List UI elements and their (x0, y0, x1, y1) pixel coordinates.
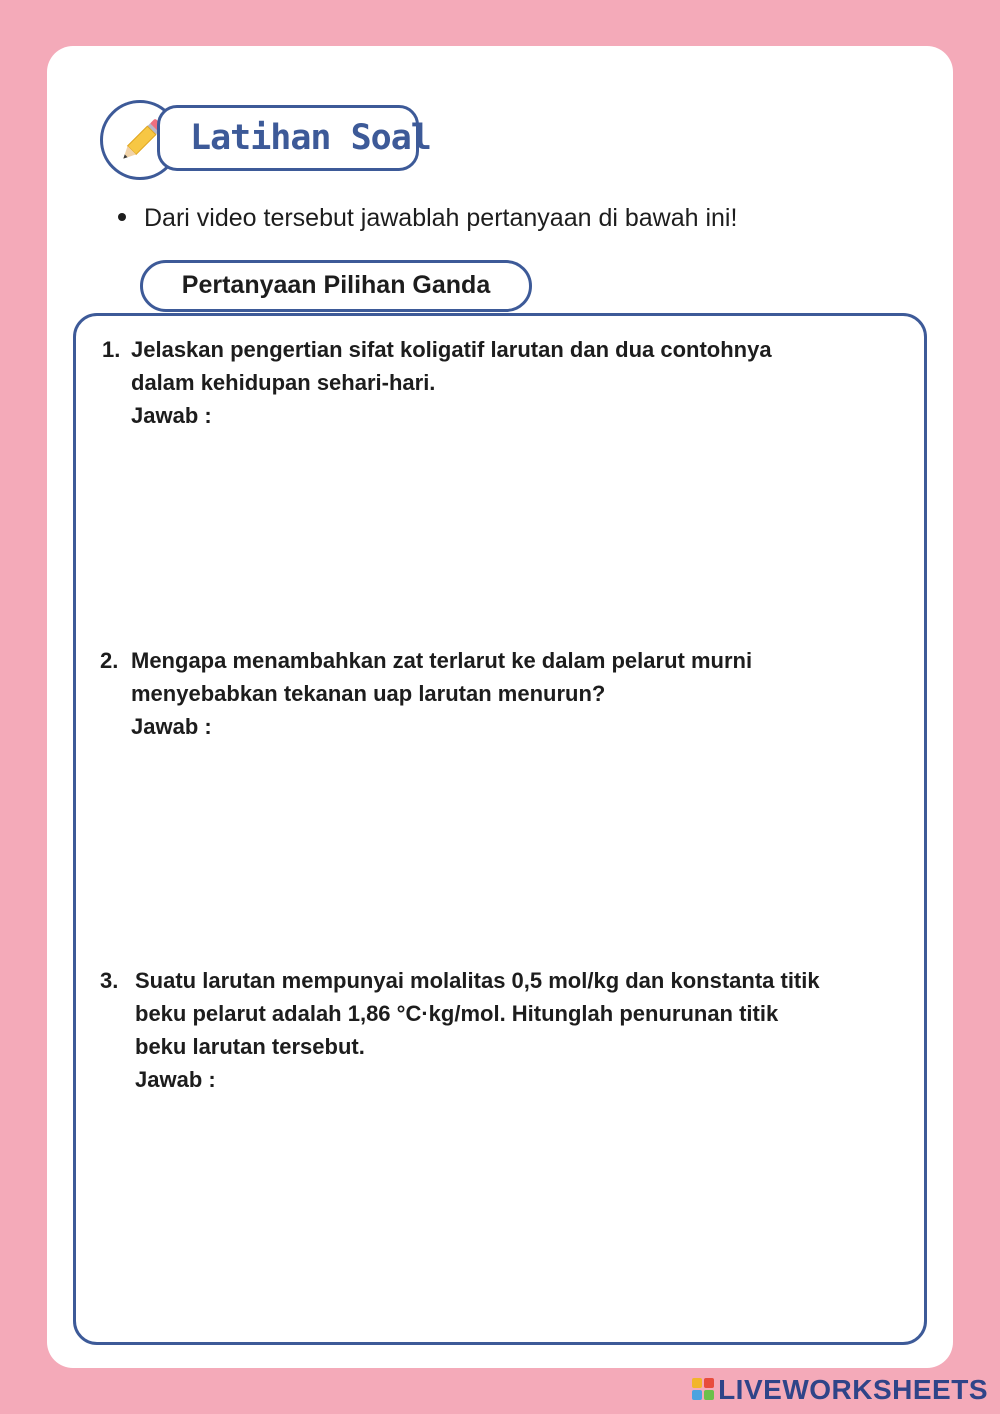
liveworksheets-logo[interactable] (692, 1374, 988, 1406)
question-text-line: Jelaskan pengertian sifat koligatif larutan dan dua contohnya (131, 337, 772, 362)
answer-label: Jawab : (131, 403, 212, 428)
page-title: Latihan Soal (190, 118, 431, 158)
bullet-icon (118, 213, 126, 221)
question-number: 3. (100, 968, 119, 993)
question-text-line: beku pelarut adalah 1,86 °C·kg/mol. Hitunglah penurunan titik (135, 1001, 779, 1026)
question-text-line: Mengapa menambahkan zat terlarut ke dalam pelarut murni (131, 648, 753, 673)
answer-label: Jawab : (131, 714, 212, 739)
question-number: 1. (102, 337, 121, 362)
brand-text: LIVEWORKSHEETS (718, 1374, 988, 1405)
question-text-line: beku larutan tersebut. (135, 1034, 365, 1059)
liveworksheets-grid-icon (692, 1378, 714, 1400)
section-label: Pertanyaan Pilihan Ganda (140, 260, 532, 312)
instruction-item (118, 204, 737, 233)
question-number: 2. (100, 648, 119, 673)
instruction-text: Dari video tersebut jawablah pertanyaan di bawah ini! (144, 204, 738, 232)
question-text-line: menyebabkan tekanan uap larutan menurun? (131, 681, 606, 706)
questions-box (73, 313, 927, 1345)
question-text-line: dalam kehidupan sehari-hari. (131, 370, 436, 395)
answer-label: Jawab : (135, 1067, 216, 1092)
question-text-line: Suatu larutan mempunyai molalitas 0,5 mol/kg dan konstanta titik (135, 968, 820, 993)
